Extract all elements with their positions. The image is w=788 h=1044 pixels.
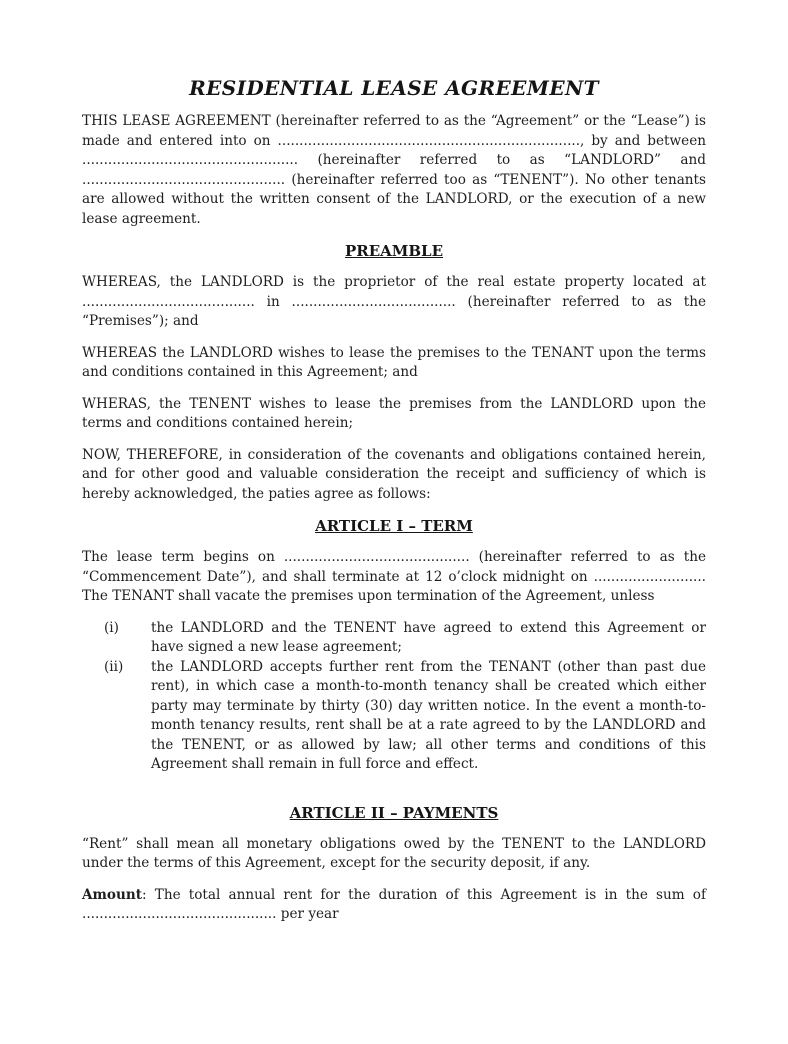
term-conditions-list — [82, 619, 706, 775]
whereas-clause-3: WHERAS, the TENENT wishes to lease the premises from the LANDLORD upon the terms and conditions contained herein; — [82, 395, 706, 431]
list-item-marker: (ii) — [104, 658, 124, 675]
list-item — [82, 658, 706, 775]
list-item-marker: (i) — [104, 619, 119, 636]
document-title: RESIDENTIAL LEASE AGREEMENT — [189, 76, 599, 100]
article1-heading: ARTICLE I – TERM — [315, 517, 473, 535]
amount-label: Amount — [82, 886, 143, 903]
whereas-clause-1: WHEREAS, the LANDLORD is the proprietor of the real estate property located at ........................................ in ...................................... (hereinafter referred to as the “Premises”); and — [82, 274, 706, 329]
article2-heading: ARTICLE II – PAYMENTS — [289, 803, 499, 822]
preamble-heading: PREAMBLE — [344, 242, 444, 260]
list-item-text: the LANDLORD and the TENENT have agreed to extend this Agreement or have signed a new lease agreement; — [151, 619, 706, 655]
amount-paragraph — [82, 886, 706, 925]
list-item-text: the LANDLORD accepts further rent from the TENANT (other than past due rent), in which case a month-to-month tenancy shall be created which either party may terminate by thirty (30) day written notice. In the event a month-to-month tenancy results, rent shall be at a rate agreed to by the LANDLORD and the TENENT, or as allowed by law; all other terms and conditions of this Agreement shall remain in full force and effect. — [151, 658, 706, 772]
list-item — [82, 619, 706, 658]
lease-term-paragraph: The lease term begins on ........................................... (hereinafter referred to as the “Commencement Date”), and shall terminate at 12 o’clock midnight on .......................... The TENANT shall vacate the premises upon termination of the Agreement, unless — [82, 549, 706, 604]
intro-paragraph: THIS LEASE AGREEMENT (hereinafter referred to as the “Agreement” or the “Lease”) is made and entered into on ......................................................................, by and between .................................................. (hereinafter referred to as “LANDLORD” and ............................................... (hereinafter referred too as “TENENT”). No other tenants are allowed without the written consent of the LANDLORD, or the execution of a new lease agreement. — [82, 113, 706, 227]
rent-definition-paragraph: “Rent” shall mean all monetary obligations owed by the TENENT to the LANDLORD under the terms of this Agreement, except for the security deposit, if any. — [82, 835, 706, 871]
amount-text: : The total annual rent for the duration of this Agreement is in the sum of ............................................. per year — [82, 886, 706, 922]
now-therefore-clause: NOW, THEREFORE, in consideration of the covenants and obligations contained herein, and for other good and valuable consideration the receipt and sufficiency of which is hereby acknowledged, the paties agree as follows: — [82, 446, 706, 502]
whereas-clause-2: WHEREAS the LANDLORD wishes to lease the premises to the TENANT upon the terms and conditions contained in this Agreement; and — [82, 344, 706, 380]
